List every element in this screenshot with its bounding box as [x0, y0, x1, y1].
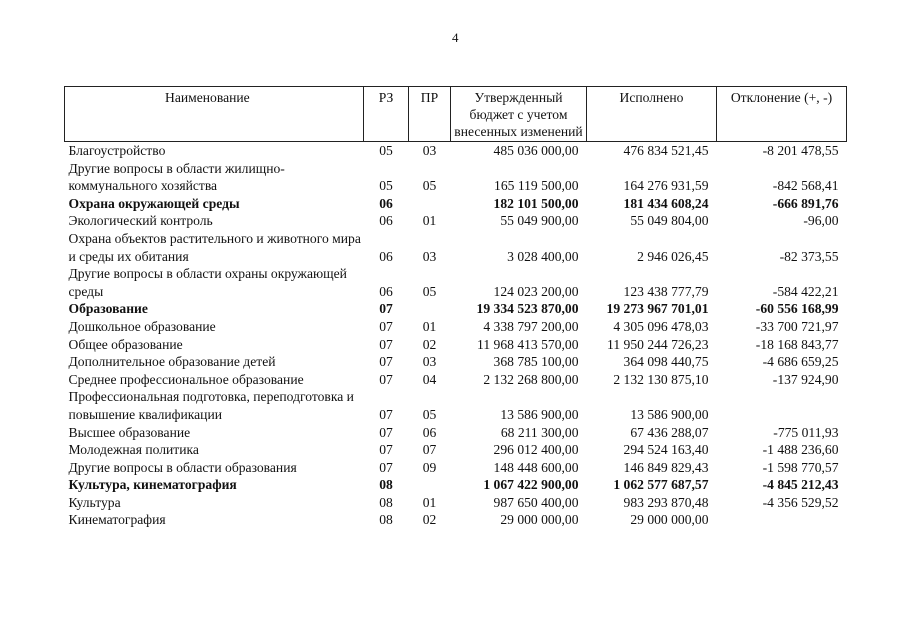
row-executed: 2 946 026,45: [637, 248, 709, 264]
table-row: [65, 441, 847, 459]
row-pr: 03: [422, 143, 437, 158]
row-name: Высшее образование: [68, 424, 191, 440]
row-name: Среднее профессиональное образование: [68, 371, 304, 387]
row-executed: 123 438 777,79: [623, 283, 709, 299]
row-deviation: -842 568,41: [772, 178, 839, 194]
row-name: Общее образование: [68, 336, 183, 352]
row-name: Культура, кинематография: [68, 477, 237, 493]
header-executed: Исполнено: [587, 87, 717, 142]
table-row: [65, 494, 847, 512]
row-deviation: -8 201 478,55: [762, 143, 839, 158]
row-approved: 13 586 900,00: [500, 406, 579, 422]
table-row: [65, 142, 847, 160]
row-pr: 07: [422, 442, 437, 458]
row-pr: 09: [422, 459, 437, 475]
row-deviation: -1 488 236,60: [762, 442, 839, 458]
header-rz: РЗ: [364, 87, 409, 142]
row-name: Другие вопросы в области охраны окружающей среды: [68, 266, 347, 299]
row-approved: 68 211 300,00: [500, 424, 579, 440]
table-row: [65, 212, 847, 230]
table-row: [65, 318, 847, 336]
row-executed: 164 276 931,59: [623, 178, 709, 194]
row-rz: 07: [379, 354, 393, 370]
table-row: [65, 476, 847, 494]
row-approved: 485 036 000,00: [493, 143, 579, 158]
row-rz: 06: [379, 283, 393, 299]
row-executed: 2 132 130 875,10: [613, 371, 709, 387]
row-approved: 296 012 400,00: [493, 442, 579, 458]
table-row: [65, 353, 847, 371]
row-rz: 05: [379, 143, 393, 158]
row-rz: 06: [379, 195, 393, 211]
table-row: [65, 195, 847, 213]
row-pr: 02: [422, 512, 437, 528]
row-name: Культура: [68, 494, 121, 510]
table-row: [65, 388, 847, 423]
row-approved: 2 132 268 800,00: [483, 371, 579, 387]
row-deviation: -584 422,21: [772, 283, 839, 299]
row-approved: 987 650 400,00: [493, 494, 579, 510]
header-approved: Утвержденный бюджет с учетом внесенных изменений: [451, 87, 587, 142]
row-pr: 05: [422, 406, 437, 422]
row-rz: 07: [379, 336, 393, 352]
row-rz: 07: [379, 318, 393, 334]
row-pr: 06: [422, 424, 437, 440]
row-name: Профессиональная подготовка, переподготовка и повышение квалификации: [68, 389, 354, 422]
budget-table-container: [64, 86, 846, 529]
row-deviation: -4 686 659,25: [762, 354, 839, 370]
row-deviation: -82 373,55: [779, 248, 839, 264]
row-rz: 07: [379, 406, 393, 422]
row-name: Другие вопросы в области образования: [68, 459, 297, 475]
row-deviation: -60 556 168,99: [755, 301, 839, 317]
row-approved: 368 785 100,00: [493, 354, 579, 370]
row-approved: 4 338 797 200,00: [483, 318, 579, 334]
row-pr: [409, 300, 451, 318]
row-pr: 01: [422, 213, 437, 229]
row-deviation: -33 700 721,97: [755, 318, 839, 334]
row-deviation: [717, 388, 847, 423]
budget-table: [64, 86, 847, 529]
row-deviation: -4 356 529,52: [762, 494, 839, 510]
row-approved: 148 448 600,00: [493, 459, 579, 475]
row-deviation: -775 011,93: [773, 424, 839, 440]
row-approved: 182 101 500,00: [493, 195, 579, 211]
table-header-row: [65, 87, 847, 142]
header-name: Наименование: [65, 87, 364, 142]
row-rz: 08: [379, 494, 393, 510]
row-deviation: -4 845 212,43: [762, 477, 839, 493]
row-name: Экологический контроль: [68, 213, 213, 229]
row-executed: 364 098 440,75: [623, 354, 709, 370]
row-executed: 29 000 000,00: [630, 512, 709, 528]
row-pr: 01: [422, 318, 437, 334]
row-rz: 05: [379, 178, 393, 194]
row-deviation: -137 924,90: [772, 371, 839, 387]
row-approved: 19 334 523 870,00: [476, 301, 579, 317]
row-rz: 08: [379, 477, 393, 493]
row-pr: 04: [422, 371, 437, 387]
row-approved: 165 119 500,00: [494, 178, 579, 194]
row-rz: 06: [379, 213, 393, 229]
row-name: Другие вопросы в области жилищно-коммунального хозяйства: [68, 160, 285, 194]
table-row: [65, 459, 847, 477]
row-pr: [409, 195, 451, 213]
row-approved: 124 023 200,00: [493, 283, 579, 299]
row-executed: 1 062 577 687,57: [613, 477, 709, 493]
row-executed: 4 305 096 478,03: [613, 318, 709, 334]
row-deviation: -1 598 770,57: [762, 459, 839, 475]
row-name: Дополнительное образование детей: [68, 354, 276, 370]
row-pr: [409, 476, 451, 494]
row-deviation: -18 168 843,77: [755, 336, 839, 352]
table-row: [65, 265, 847, 300]
row-approved: 11 968 413 570,00: [477, 336, 579, 352]
table-row: [65, 511, 847, 529]
row-rz: 07: [379, 371, 393, 387]
row-approved: 3 028 400,00: [507, 248, 579, 264]
row-name: Кинематография: [68, 512, 166, 528]
row-pr: 05: [422, 178, 437, 194]
table-row: [65, 336, 847, 354]
row-executed: 67 436 288,07: [630, 424, 709, 440]
row-name: Охрана окружающей среды: [68, 195, 240, 211]
row-deviation: -666 891,76: [772, 195, 839, 211]
row-pr: 03: [422, 354, 437, 370]
row-executed: 983 293 870,48: [623, 494, 709, 510]
row-executed: 476 834 521,45: [623, 143, 709, 158]
table-row: [65, 160, 847, 195]
row-name: Молодежная политика: [68, 442, 199, 458]
header-deviation: Отклонение (+, -): [717, 87, 847, 142]
row-executed: 13 586 900,00: [630, 406, 709, 422]
table-body: [65, 142, 847, 530]
row-pr: 03: [422, 248, 437, 264]
row-name: Благоустройство: [68, 143, 166, 158]
row-pr: 01: [422, 494, 437, 510]
row-executed: 11 950 244 726,23: [607, 336, 709, 352]
row-executed: 19 273 967 701,01: [606, 301, 709, 317]
row-deviation: [717, 511, 847, 529]
row-rz: 08: [379, 512, 393, 528]
row-pr: 05: [422, 283, 437, 299]
row-executed: 181 434 608,24: [623, 195, 709, 211]
row-rz: 07: [379, 301, 393, 317]
page-number: 4: [452, 30, 459, 45]
table-row: [65, 300, 847, 318]
row-pr: 02: [422, 336, 437, 352]
row-approved: 1 067 422 900,00: [483, 477, 579, 493]
row-approved: 29 000 000,00: [500, 512, 579, 528]
row-executed: 146 849 829,43: [623, 459, 709, 475]
row-name: Образование: [68, 301, 148, 317]
table-row: [65, 371, 847, 389]
header-pr: ПР: [409, 87, 451, 142]
row-rz: 07: [379, 459, 393, 475]
row-deviation: -96,00: [803, 213, 839, 229]
table-row: [65, 230, 847, 265]
row-rz: 07: [379, 424, 393, 440]
row-approved: 55 049 900,00: [500, 213, 579, 229]
row-rz: 06: [379, 248, 393, 264]
table-row: [65, 424, 847, 442]
row-rz: 07: [379, 442, 393, 458]
row-executed: 55 049 804,00: [630, 213, 709, 229]
row-name: Дошкольное образование: [68, 318, 216, 334]
row-name: Охрана объектов растительного и животного мира и среды их обитания: [68, 230, 361, 264]
row-executed: 294 524 163,40: [623, 442, 709, 458]
